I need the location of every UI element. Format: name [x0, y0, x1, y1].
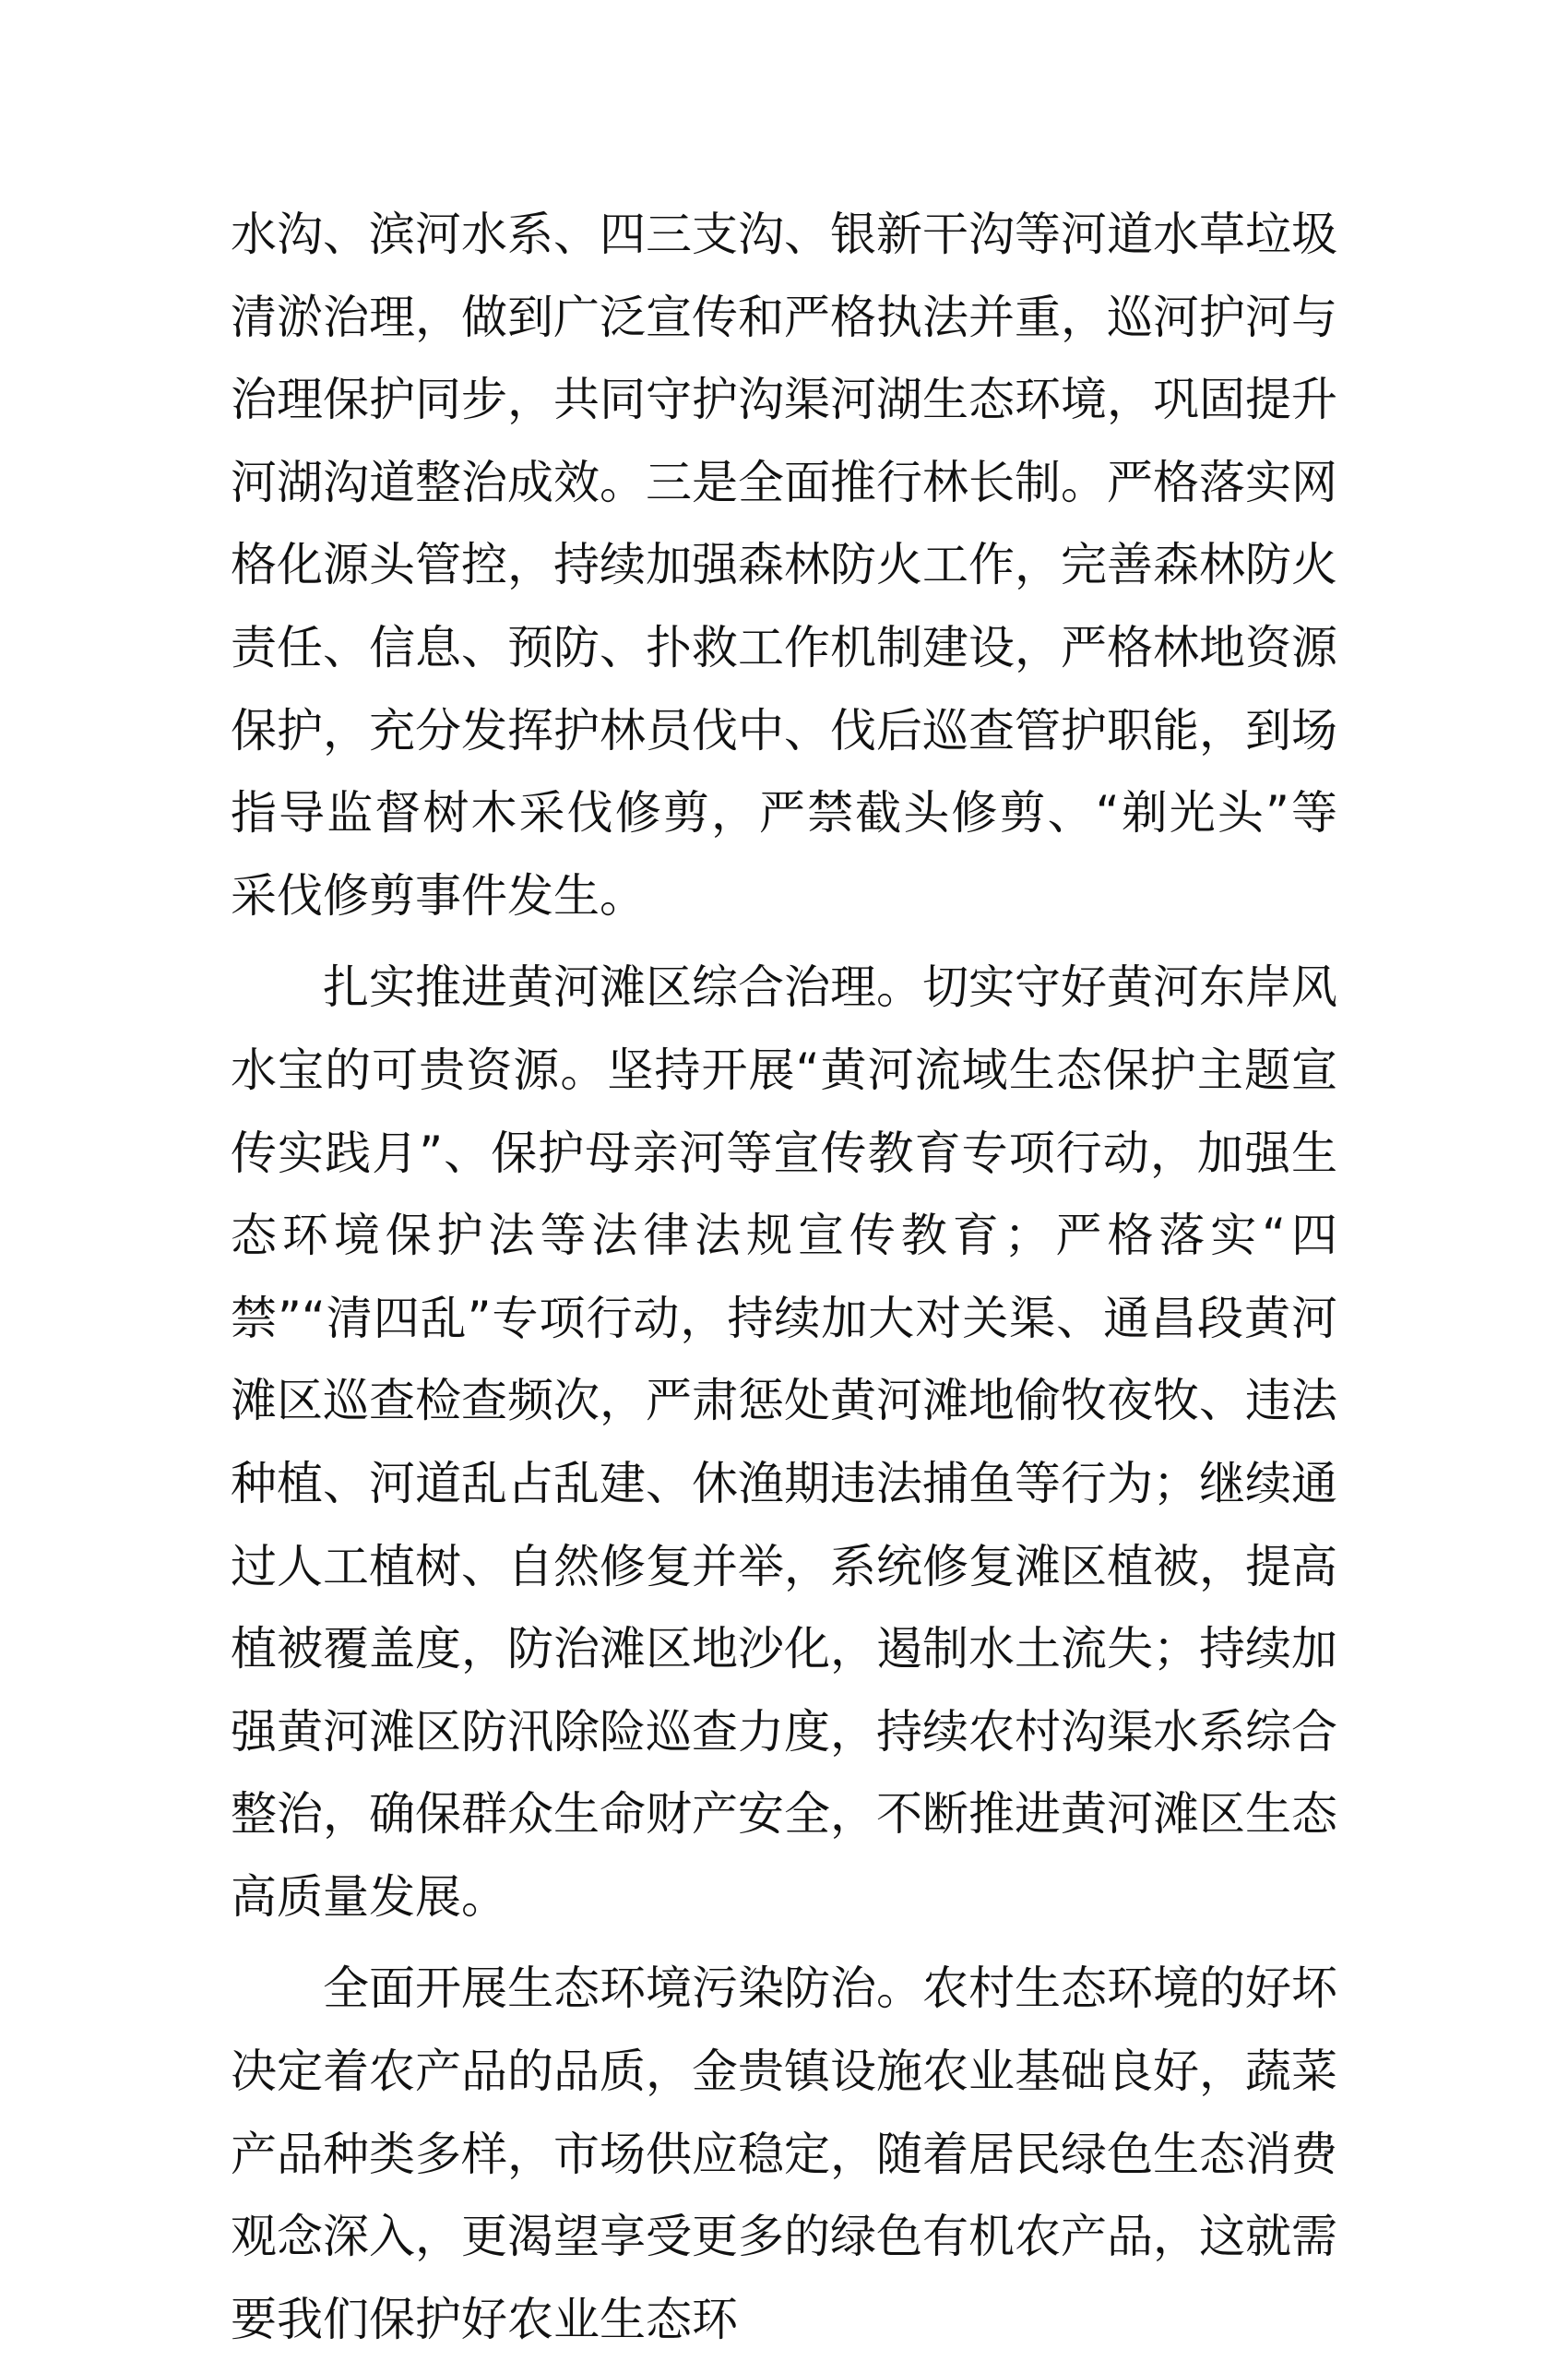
paragraph-pollution-prevention: 全面开展生态环境污染防治。农村生态环境的好坏决定着农产品的品质，金贵镇设施农业基础良好，蔬菜产品种类多样，市场供应稳定，随着居民绿色生态消费观念深入，更渴望享受更多的绿色有机农产品，这就需要我们保护好农业生态环	[231, 1962, 1337, 2346]
paragraph-continuation: 水沟、滨河水系、四三支沟、银新干沟等河道水草垃圾清淤治理，做到广泛宣传和严格执法并重，巡河护河与治理保护同步，共同守护沟渠河湖生态环境，巩固提升河湖沟道整治成效。三是全面推行林长制。严格落实网格化源头管控，持续加强森林防火工作，完善森林防火责任、信息、预防、扑救工作机制建设，严格林地资源保护，充分发挥护林员伐中、伐后巡查管护职能，到场指导监督树木采伐修剪，严禁截头修剪、“剃光头”等采伐修剪事件发生。	[231, 208, 1337, 923]
paragraph-yellow-river-floodplain: 扎实推进黄河滩区综合治理。切实守好黄河东岸风水宝的可贵资源。坚持开展“黄河流域生态保护主题宣传实践月”、保护母亲河等宣传教育专项行动，加强生态环境保护法等法律法规宣传教育；严格落实“四禁”“清四乱”专项行动，持续加大对关渠、通昌段黄河滩区巡查检查频次，严肃惩处黄河滩地偷牧夜牧、违法种植、河道乱占乱建、休渔期违法捕鱼等行为；继续通过人工植树、自然修复并举，系统修复滩区植被，提高植被覆盖度，防治滩区地沙化，遏制水土流失；持续加强黄河滩区防汛除险巡查力度，持续农村沟渠水系综合整治，确保群众生命财产安全，不断推进黄河滩区生态高质量发展。	[231, 960, 1337, 1924]
document-body	[231, 194, 1337, 2361]
